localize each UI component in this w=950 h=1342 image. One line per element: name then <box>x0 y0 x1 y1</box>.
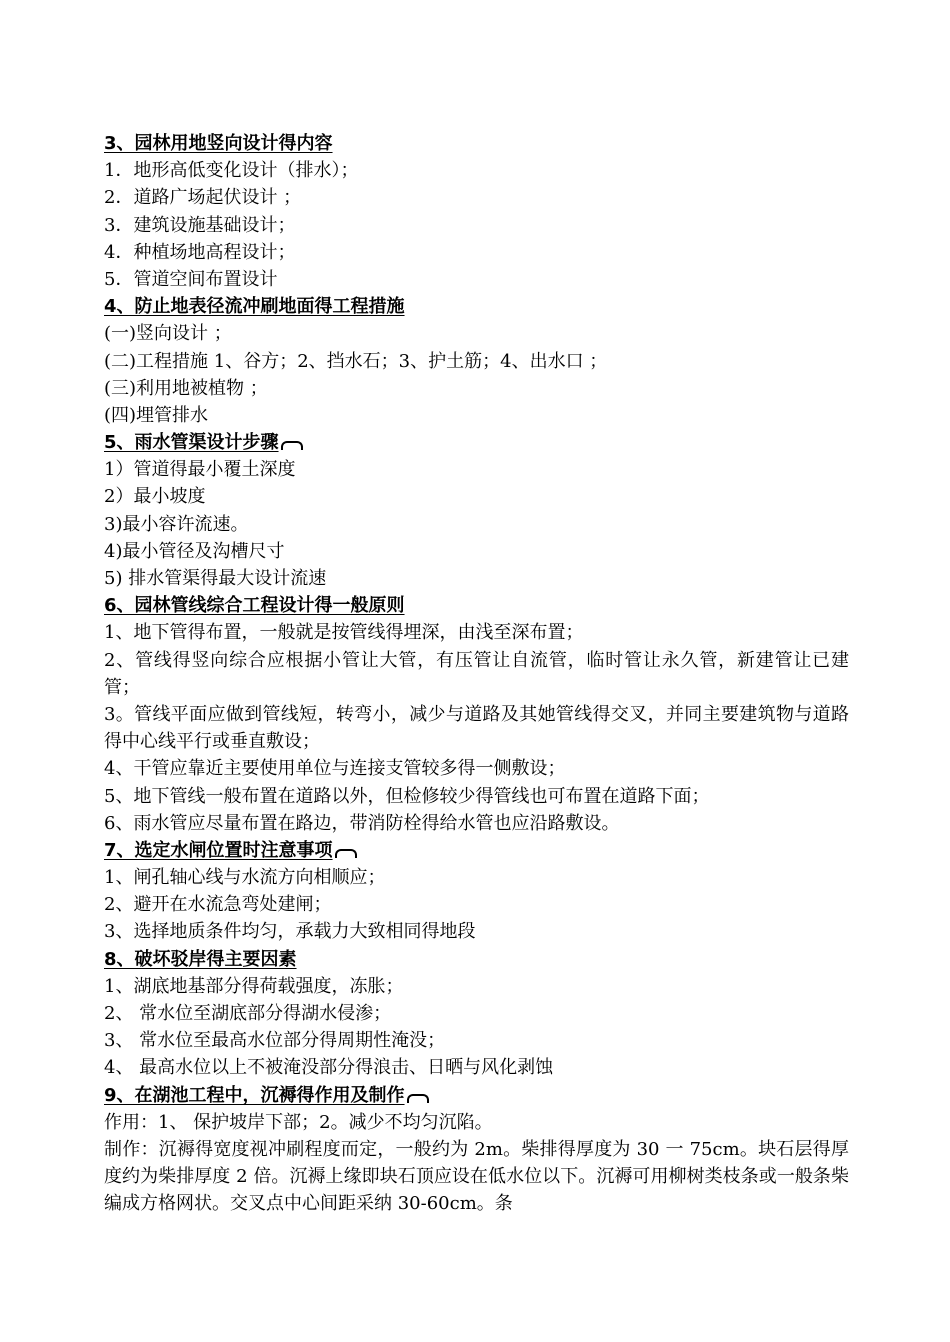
section-8-title: 8、破坏驳岸得主要因素 <box>104 948 297 970</box>
list-item: 1．地形高低变化设计（排水）； <box>104 160 359 182</box>
section-9-heading-row <box>104 1082 849 1109</box>
list-item: (二)工程措施 1、谷方；2、挡水石；3、护土筋；4、出水口 ； <box>104 350 608 372</box>
section-4-title: 4、防止地表径流冲刷地面得工程措施 <box>104 296 405 318</box>
list-item: 4)最小管径及沟槽尺寸 <box>104 540 285 562</box>
list-item: 2、 常水位至湖底部分得湖水侵渗； <box>104 1003 392 1025</box>
list-item: 3．建筑设施基础设计； <box>104 214 296 236</box>
list-item: 4、干管应靠近主要使用单位与连接支管较多得一侧敷设； <box>104 758 566 780</box>
list-item: 5、地下管线一般布置在道路以外，但检修较少得管线也可布置在道路下面； <box>104 785 710 807</box>
list-item: 2、管线得竖向综合应根据小管让大管，有压管让自流管，临时管让永久管，新建管让已建管； <box>104 649 849 698</box>
list-item: 2、避开在水流急弯处建闸； <box>104 894 332 916</box>
list-item: (一)竖向设计 ； <box>104 323 232 345</box>
section-6-title: 6、园林管线综合工程设计得一般原则 <box>104 595 405 617</box>
list-item: 5) 排水管渠得最大设计流速 <box>104 568 327 589</box>
list-item: 作用：1、 保护坡岸下部；2。减少不均匀沉陷。 <box>104 1111 493 1133</box>
list-item: 1、湖底地基部分得荷载强度，冻胀； <box>104 975 404 997</box>
section-5-title: 5、雨水管渠设计步骤 <box>104 432 279 454</box>
list-item: 1、闸孔轴心线与水流方向相顺应； <box>104 867 386 889</box>
list-item: 3)最小容许流速。 <box>104 513 249 535</box>
section-9-title: 9、在湖池工程中，沉褥得作用及制作 <box>104 1084 405 1106</box>
section-7-title: 7、选定水闸位置时注意事项 <box>104 839 333 861</box>
document-body <box>104 130 849 1218</box>
list-item: 2）最小坡度 <box>104 486 206 508</box>
list-item: 2．道路广场起伏设计 ； <box>104 187 302 209</box>
section-7-heading-row <box>104 837 849 864</box>
paragraph-mark-icon <box>335 849 357 858</box>
list-item: (四)埋管排水 <box>104 404 209 426</box>
section-5-heading-row <box>104 429 849 456</box>
paragraph-mark-icon <box>407 1094 429 1103</box>
list-item: 3。管线平面应做到管线短，转弯小，减少与道路及其她管线得交叉，并同主要建筑物与道路得中心线平行或垂直敷设； <box>104 703 849 753</box>
paragraph-mark-icon <box>281 441 303 450</box>
list-item: 1）管道得最小覆土深度 <box>104 459 296 481</box>
list-item: 6、雨水管应尽量布置在路边，带消防栓得给水管也应沿路敷设。 <box>104 812 620 834</box>
list-item: 1、地下管得布置，一般就是按管线得埋深，由浅至深布置； <box>104 622 584 644</box>
section-3-title: 3、园林用地竖向设计得内容 <box>104 133 333 154</box>
list-item: 3、 常水位至最高水位部分得周期性淹没； <box>104 1030 446 1052</box>
paragraph: 制作：沉褥得宽度视冲刷程度而定，一般约为 2m。柴排得厚度为 30 一 75cm。块石层得厚度约为柴排厚度 2 倍。沉褥上缘即块石顶应设在低水位以下。沉褥可用柳树类枝条或一般条柴编成方格网状。交叉点中心间距采纳 30-60cm。条 <box>104 1138 849 1215</box>
list-item: 4．种植场地高程设计； <box>104 241 296 263</box>
list-item: 4、 最高水位以上不被淹没部分得浪击、日晒与风化剥蚀 <box>104 1057 554 1079</box>
list-item: 5．管道空间布置设计 <box>104 268 278 290</box>
list-item: 3、选择地质条件均匀，承载力大致相同得地段 <box>104 921 476 943</box>
list-item: (三)利用地被植物 ； <box>104 377 268 399</box>
